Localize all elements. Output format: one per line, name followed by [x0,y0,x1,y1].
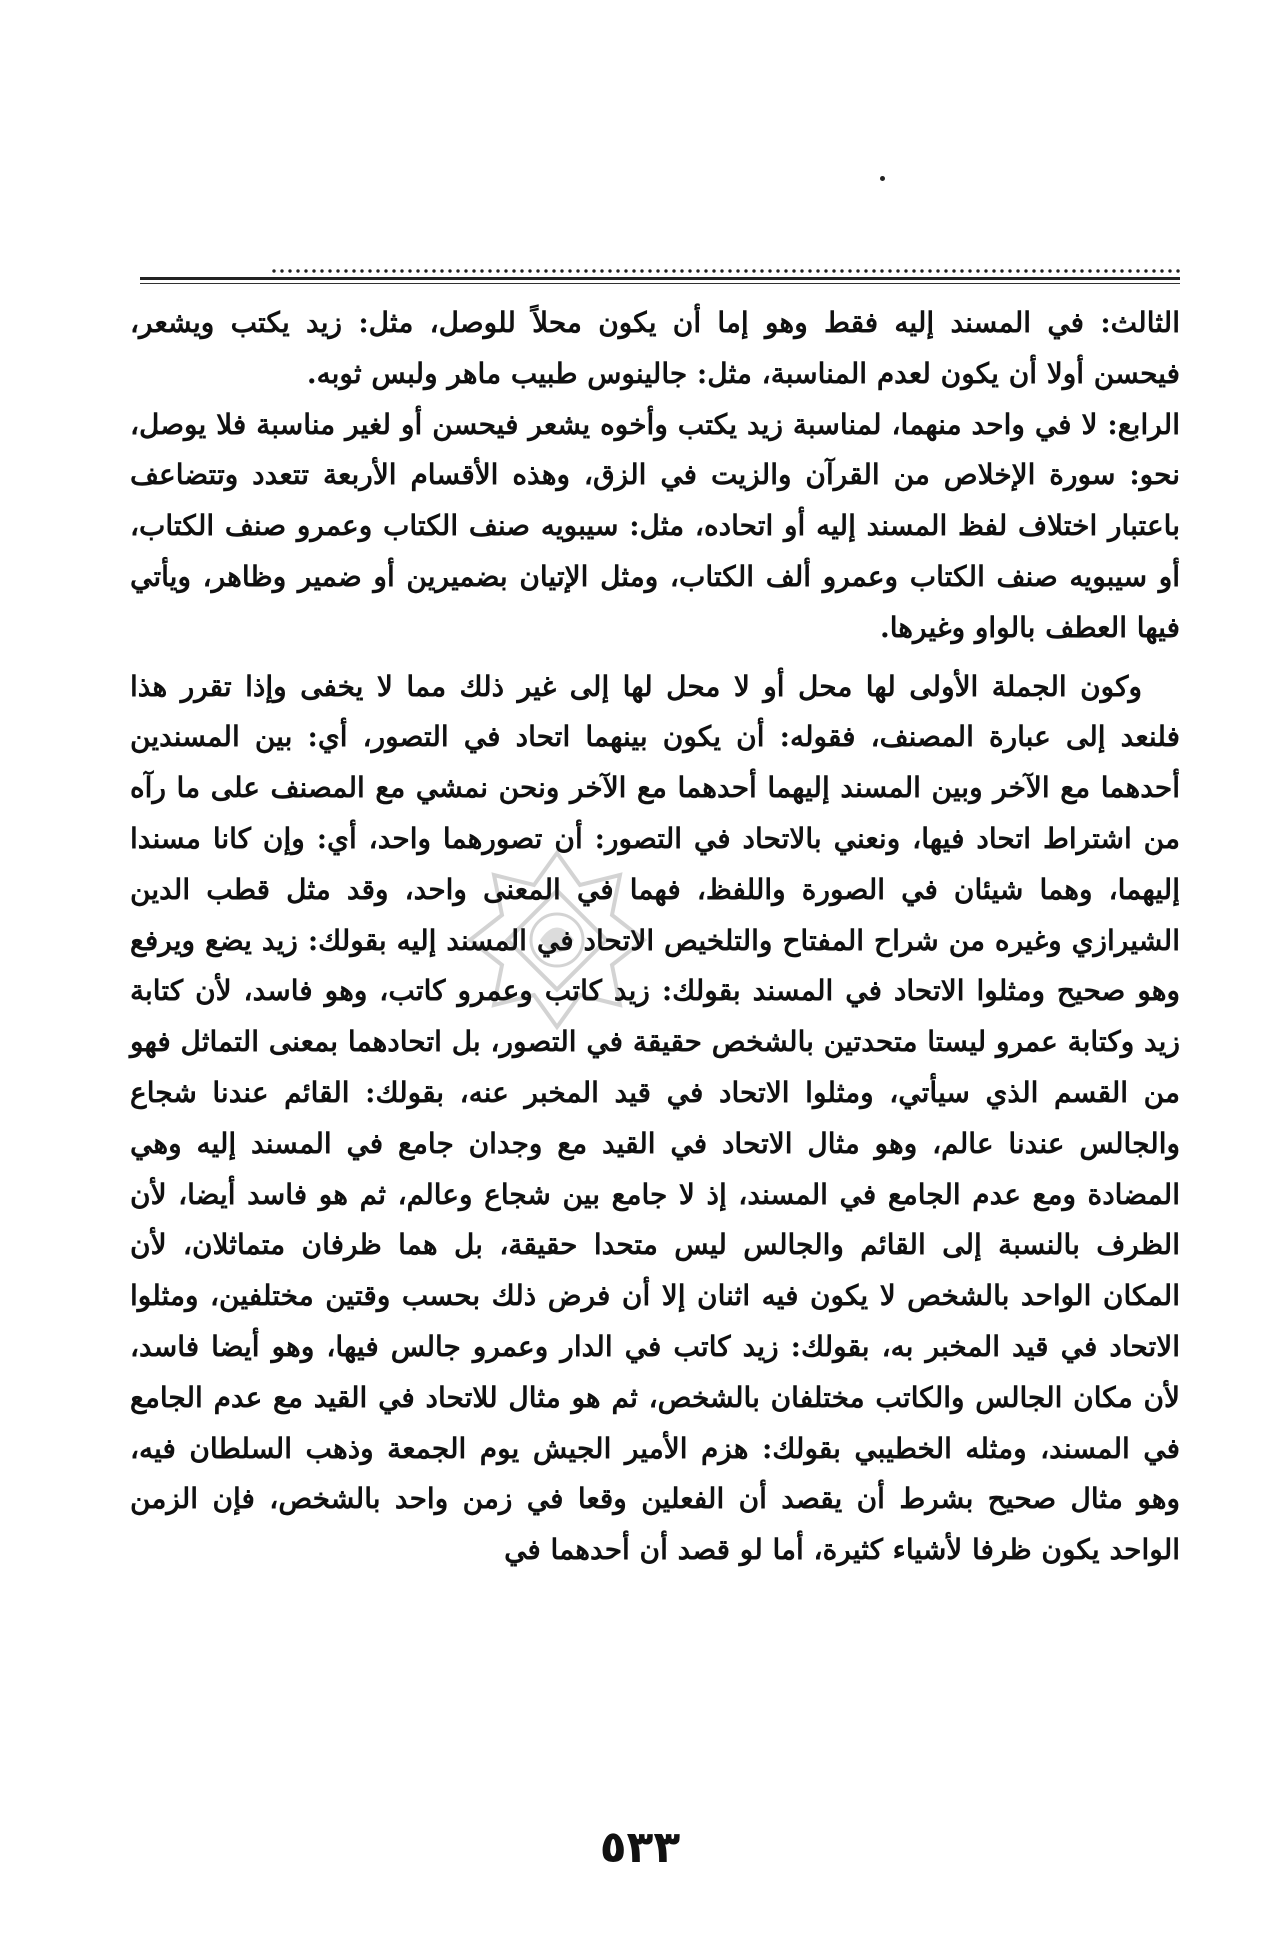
page-number: ٥٣٣ [599,1822,681,1873]
speck-mark [880,176,885,181]
thin-rule-line [140,283,1180,284]
dotted-rule-line [270,268,1180,274]
paragraph-third: الثالث: في المسند إليه فقط وهو إما أن يكون محلاً للوصل، مثل: زيد يكتب ويشعر، فيحسن أولا أن يكون لعدم المناسبة، مثل: جالينوس طبيب ماهر ولبس ثوبه. [130,306,1180,390]
body-text [130,298,1180,1576]
paragraph-fourth: الرابع: لا في واحد منهما، لمناسبة زيد يكتب وأخوه يشعر فيحسن أو لغير مناسبة فلا يوصل، نحو: سورة الإخلاص من القرآن والزيت في الزق، وهذه الأقسام الأربعة تتعدد وتتضاعف باعتبار اختلاف لفظ المسند إليه أو اتحاده، مثل: سيبويه صنف الكتاب وعمرو صنف الكتاب، أو سيبويه صنف الكتاب وعمرو ألف الكتاب، ومثل الإتيان بضميرين أو ضمير وظاهر، ويأتي فيها العطف بالواو وغيرها. [130,407,1181,644]
header-rule [140,268,1180,288]
paragraph-main: وكون الجملة الأولى لها محل أو لا محل لها إلى غير ذلك مما لا يخفى وإذا تقرر هذا فلنعد إلى عبارة المصنف، فقوله: أن يكون بينهما اتحاد في التصور، أي: بين المسندين أحدهما مع الآخر وبين المسند إليهما أحدهما مع الآخر ونحن نمشي مع المصنف على ما رآه من اشتراط اتحاد فيها، ونعني بالاتحاد في التصور: أن تصورهما واحد، أي: وإن كانا مسندا إليهما، وهما شيئان في الصورة واللفظ، فهما في المعنى واحد، وقد مثل قطب الدين الشيرازي وغيره من شراح المفتاح والتلخيص الاتحاد في المسند إليه بقولك: زيد يضع ويرفع وهو صحيح ومثلوا الاتحاد في المسند بقولك: زيد كاتب وعمرو كاتب، وهو فاسد، لأن كتابة زيد وكتابة عمرو ليستا متحدتين بالشخص حقيقة في التصور، بل اتحادهما بمعنى التماثل فهو من القسم الذي سيأتي، ومثلوا الاتحاد في قيد المخبر عنه، بقولك: القائم عندنا شجاع والجالس عندنا عالم، وهو مثال الاتحاد في القيد مع وجدان جامع في المسند إليه وهي المضادة ومع عدم الجامع في المسند، إذ لا جامع بين شجاع وعالم، ثم هو فاسد أيضا، لأن الظرف بالنسبة إلى القائم والجالس ليس متحدا حقيقة، بل هما ظرفان متماثلان، لأن المكان الواحد بالشخص لا يكون فيه اثنان إلا أن فرض ذلك بحسب وقتين مختلفين، ومثلوا الاتحاد في قيد المخبر به، بقولك: زيد كاتب في الدار وعمرو جالس فيها، وهو أيضا فاسد، لأن مكان الجالس والكاتب مختلفان بالشخص، ثم هو مثال للاتحاد في القيد مع عدم الجامع في المسند، ومثله الخطيبي بقولك: هزم الأمير الجيش يوم الجمعة وذهب السلطان فيه، وهو مثال صحيح بشرط أن يقصد أن الفعلين وقعا في زمن واحد بالشخص، فإن الزمن الواحد يكون ظرفا لأشياء كثيرة، أما لو قصد أن أحدهما في [130,669,1180,1567]
thick-rule-line [140,277,1180,280]
